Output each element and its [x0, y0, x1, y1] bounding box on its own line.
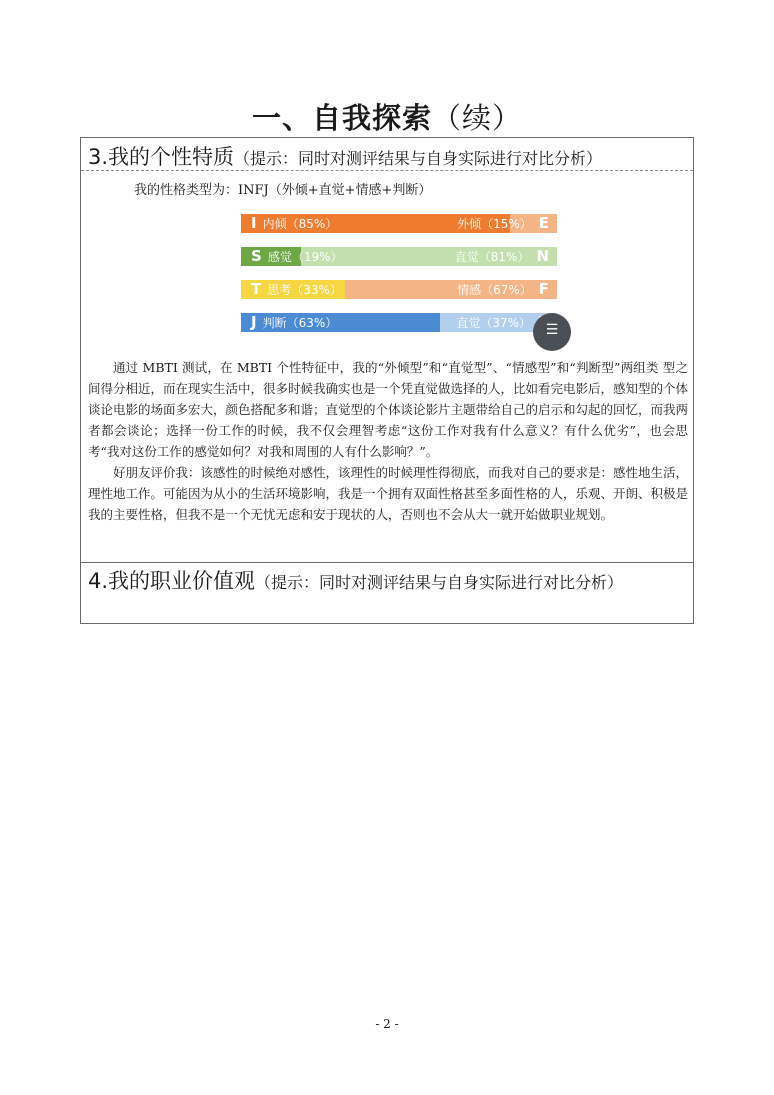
- mbti-right-letter: N: [536, 247, 549, 265]
- mbti-left-label: [251, 280, 342, 299]
- menu-icon[interactable]: ☰: [533, 313, 571, 351]
- mbti-right-text: 直觉（37%）: [456, 316, 531, 330]
- page-number: - 2 -: [375, 1017, 399, 1031]
- mbti-left-text: 感觉（19%）: [267, 250, 343, 264]
- page-title: [0, 96, 774, 137]
- mbti-bar-ie: [241, 214, 557, 233]
- section-3-title: 3.我的个性特质: [88, 145, 235, 169]
- mbti-bar-tf: [241, 280, 557, 299]
- mbti-left-text: 思考（33%）: [267, 283, 342, 297]
- section-3-header: [81, 138, 693, 171]
- mbti-chart: [241, 214, 557, 336]
- mbti-right-label: [455, 247, 549, 266]
- analysis-paragraph-2: 好朋友评价我：该感性的时候绝对感性，该理性的时候理性得彻底，而我对自己的要求是：感性地生活，理性地工作。可能因为从小的生活环境影响，我是一个拥有双面性格甚至多面性格的人，乐观、开朗、积极是我的主要性格，但我不是一个无忧无虑和安于现状的人，否则也不会从大一就开始做职业规划。: [88, 465, 689, 522]
- mbti-left-label: [251, 313, 337, 332]
- mbti-left-letter: J: [251, 313, 257, 331]
- mbti-left-letter: I: [251, 214, 257, 232]
- mbti-right-letter: E: [538, 214, 549, 232]
- mbti-bar-jp: [241, 313, 557, 332]
- mbti-left-text: 判断（63%）: [262, 316, 338, 330]
- mbti-right-text: 直觉（81%）: [454, 250, 530, 264]
- section-4-box: [80, 562, 694, 624]
- mbti-right-label: [457, 214, 549, 233]
- section-3-hint: （提示：同时对测评结果与自身实际进行对比分析）: [234, 149, 603, 168]
- mbti-left-label: [251, 247, 343, 266]
- section-4-hint: （提示：同时对测评结果与自身实际进行对比分析）: [255, 573, 624, 592]
- mbti-left-letter: S: [251, 247, 262, 265]
- analysis-text: [88, 357, 688, 525]
- mbti-right-letter: F: [538, 280, 549, 298]
- mbti-left-letter: T: [251, 280, 262, 298]
- mbti-right-text: 外倾（15%）: [457, 217, 532, 231]
- analysis-paragraph-1: 通过 MBTI 测试，在 MBTI 个性特征中，我的“外倾型”和“直觉型”、“情感型”和“判断型”两组类 型之间得分相近，而在现实生活中，很多时候我确实也是一个凭直觉做选择的人，比如看完电影后，感知型的个体谈论电影的场面多宏大，颜色搭配多和谐；直觉型的个体谈论影片主题带给自己的启示和勾起的回忆，而我两者都会谈论；选择一份工作的时候，我不仅会理智考虑“这份工作对我有什么意义？有什么优劣”，也会思考“我对这份工作的感觉如何？对我和周围的人有什么影响？”。: [88, 360, 689, 459]
- mbti-left-text: 内倾（85%）: [262, 217, 338, 231]
- section-4-title: 4.我的职业价值观: [88, 569, 256, 593]
- mbti-right-text: 情感（67%）: [457, 283, 532, 297]
- mbti-bar-sn: [241, 247, 557, 266]
- mbti-left-label: [251, 214, 337, 233]
- section-4-header: [81, 563, 693, 598]
- section-3-box: [80, 137, 694, 563]
- page-title-paren: （续）: [432, 101, 523, 135]
- page-title-main: 一、自我探索: [251, 101, 432, 135]
- mbti-chart-bars: [241, 214, 577, 336]
- personality-type-line: 我的性格类型为：INFJ（外倾+直觉+情感+判断）: [134, 183, 432, 198]
- mbti-right-label: [457, 280, 549, 299]
